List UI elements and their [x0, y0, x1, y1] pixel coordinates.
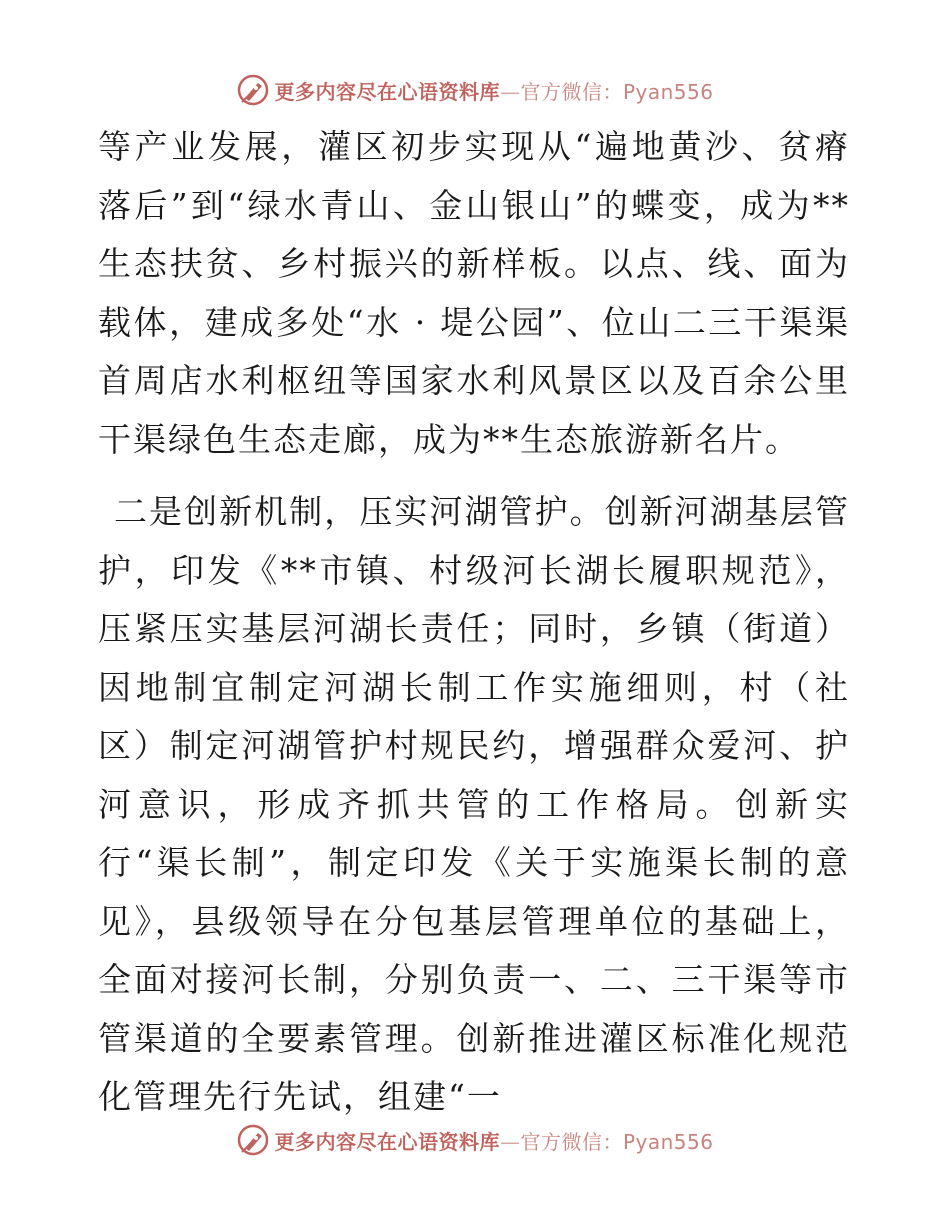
- paragraph-1: 等产业发展，灌区初步实现从“遍地黄沙、贫瘠落后”到“绿水青山、金山银山”的蝶变，成为**生态扶贫、乡村振兴的新样板。以点、线、面为载体，建成多处“水 · 堤公园”、位山二三干渠渠首周店水利枢纽等国家水利风景区以及百余公里干渠绿色生态走廊，成为**生态旅游新名片。: [98, 127, 850, 459]
- header-watermark: [0, 70, 950, 110]
- header-brand: 更多内容尽在心语资料库: [274, 79, 500, 104]
- document-body: [98, 118, 850, 1127]
- footer-watermark-text: [274, 1126, 713, 1155]
- header-separator: —: [499, 79, 521, 104]
- footer-brand: 更多内容尽在心语资料库: [274, 1129, 500, 1154]
- header-contact: 官方微信：Pyan556: [520, 79, 714, 104]
- header-watermark-text: [274, 76, 713, 105]
- footer-separator: —: [499, 1129, 521, 1154]
- footer-contact: 官方微信：Pyan556: [520, 1129, 714, 1154]
- pen-nib-logo-icon: [236, 1123, 270, 1157]
- paragraph-2: 二是创新机制，压实河湖管护。创新河湖基层管护，印发《**市镇、村级河长湖长履职规范》，压紧压实基层河湖长责任；同时，乡镇（街道）因地制宜制定河湖长制工作实施细则，村（社区）制定河湖管护村规民约，增强群众爱河、护河意识，形成齐抓共管的工作格局。创新实行“渠长制”，制定印发《关于实施渠长制的意见》，县级领导在分包基层管理单位的基础上，全面对接河长制，分别负责一、二、三干渠等市管渠道的全要素管理。创新推进灌区标准化规范化管理先行先试，组建“一: [98, 492, 850, 1116]
- pen-nib-logo-icon: [236, 73, 270, 107]
- footer-watermark: [0, 1120, 950, 1160]
